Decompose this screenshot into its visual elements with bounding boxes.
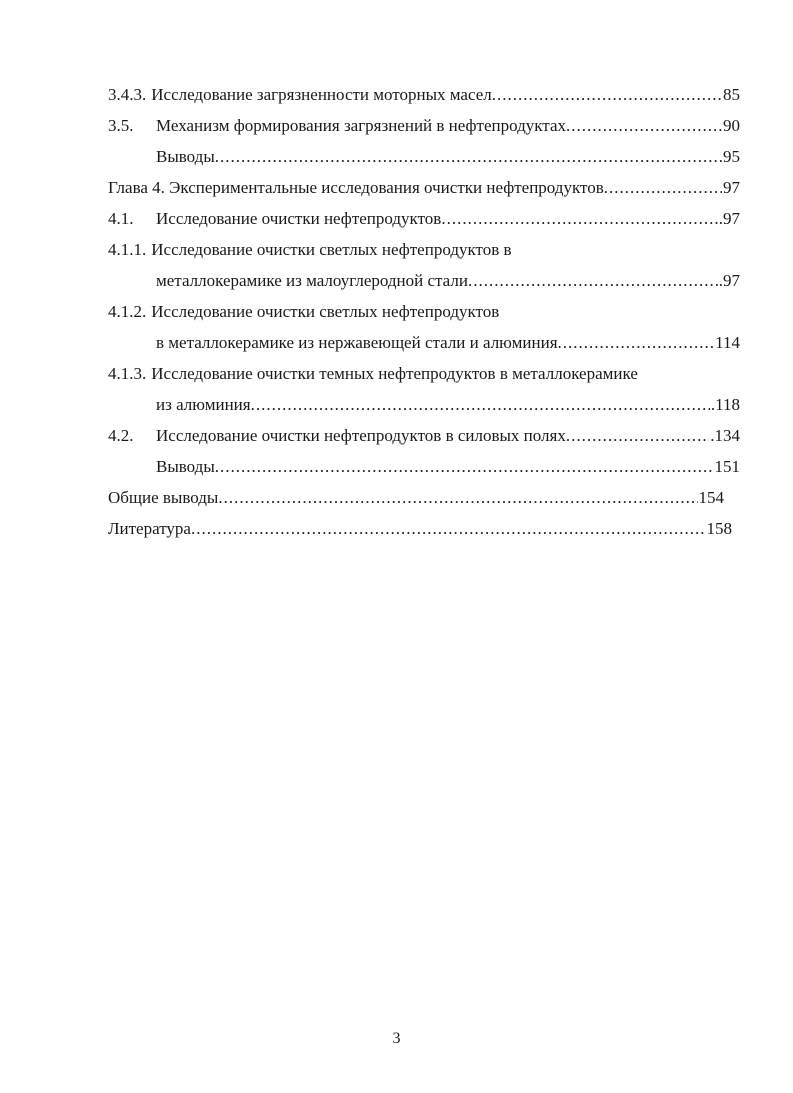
- toc-entry-number: 4.1.1.: [108, 240, 147, 259]
- toc-entry-page: 90: [723, 116, 740, 135]
- toc-leader-dots: [191, 513, 706, 544]
- toc-entry-title: Выводы: [156, 147, 215, 166]
- toc-entry-page: 114: [715, 333, 740, 352]
- toc-leader-dots: [215, 141, 718, 172]
- toc-entry-title: Исследование загрязненности моторных масел: [151, 85, 492, 104]
- toc-entry-title: Исследование очистки нефтепродуктов: [156, 209, 442, 228]
- toc-entry-title: Глава 4. Экспериментальные исследования очистки нефтепродуктов: [108, 178, 604, 197]
- toc-entry-4-1-2: [108, 296, 740, 327]
- toc-entry-page: .134: [710, 426, 740, 445]
- toc-entry-page: .97: [718, 271, 740, 290]
- toc-entry-number: 4.2.: [108, 426, 134, 445]
- toc-entry-4-1-3-cont: [108, 389, 740, 420]
- toc-entry-page: 97: [723, 178, 740, 197]
- toc-entry-title: Исследование очистки нефтепродуктов в силовых полях: [156, 426, 566, 445]
- toc-entry-page: .118: [710, 395, 740, 414]
- toc-leader-dots: [468, 265, 718, 296]
- toc-leader-dots: [492, 79, 722, 110]
- toc-leader-dots: [566, 110, 722, 141]
- table-of-contents: [108, 79, 740, 544]
- toc-entry-title: металлокерамике из малоуглеродной стали: [156, 271, 468, 290]
- toc-entry-title: Исследование очистки светлых нефтепродуктов в: [151, 240, 512, 259]
- toc-entry-4-1-3: [108, 358, 740, 389]
- toc-entry-3-5: [108, 110, 740, 141]
- toc-entry-4-1-2-cont: [108, 327, 740, 358]
- toc-entry-general-conclusions: [108, 482, 724, 513]
- toc-entry-4-1-1-cont: [108, 265, 740, 296]
- toc-entry-4-2: [108, 420, 740, 451]
- toc-entry-page: 151: [714, 457, 740, 476]
- toc-entry-page: .97: [718, 209, 740, 228]
- toc-entry-number: 3.5.: [108, 116, 134, 135]
- toc-entry-title: Выводы: [156, 457, 215, 476]
- toc-leader-dots: [441, 203, 717, 234]
- toc-entry-page: 85: [723, 85, 740, 104]
- toc-leader-dots: [215, 451, 714, 482]
- toc-entry-4-1: [108, 203, 740, 234]
- toc-entry-number: 4.1.2.: [108, 302, 147, 321]
- toc-entry-conclusions-4: [108, 451, 740, 482]
- toc-entry-page: .95: [718, 147, 740, 166]
- toc-entry-chapter-4: [108, 172, 740, 203]
- toc-entry-title: Исследование очистки светлых нефтепродуктов: [151, 302, 500, 321]
- toc-entry-number: 4.1.3.: [108, 364, 147, 383]
- toc-entry-page: 158: [706, 519, 732, 538]
- toc-leader-dots: [566, 420, 709, 451]
- toc-entry-4-1-1: [108, 234, 740, 265]
- toc-leader-dots: [558, 327, 715, 358]
- toc-entry-title: Механизм формирования загрязнений в нефтепродуктах: [156, 116, 566, 135]
- toc-entry-number: 4.1.: [108, 209, 134, 228]
- toc-entry-title: Литература: [108, 519, 191, 538]
- toc-entry-literature: [108, 513, 732, 544]
- toc-leader-dots: [604, 172, 722, 203]
- toc-entry-title: в металлокерамике из нержавеющей стали и алюминия: [156, 333, 558, 352]
- toc-entry-title: из алюминия: [156, 395, 251, 414]
- toc-entry-3-4-3: [108, 79, 740, 110]
- toc-entry-page: 154: [698, 488, 724, 507]
- toc-leader-dots: [251, 389, 710, 420]
- toc-entry-title: Исследование очистки темных нефтепродуктов в металлокерамике: [151, 364, 638, 383]
- toc-entry-number: 3.4.3.: [108, 85, 147, 104]
- page-number: 3: [392, 1030, 401, 1047]
- toc-entry-conclusions-3: [108, 141, 740, 172]
- toc-leader-dots: [218, 482, 697, 513]
- toc-entry-title: Общие выводы: [108, 488, 219, 507]
